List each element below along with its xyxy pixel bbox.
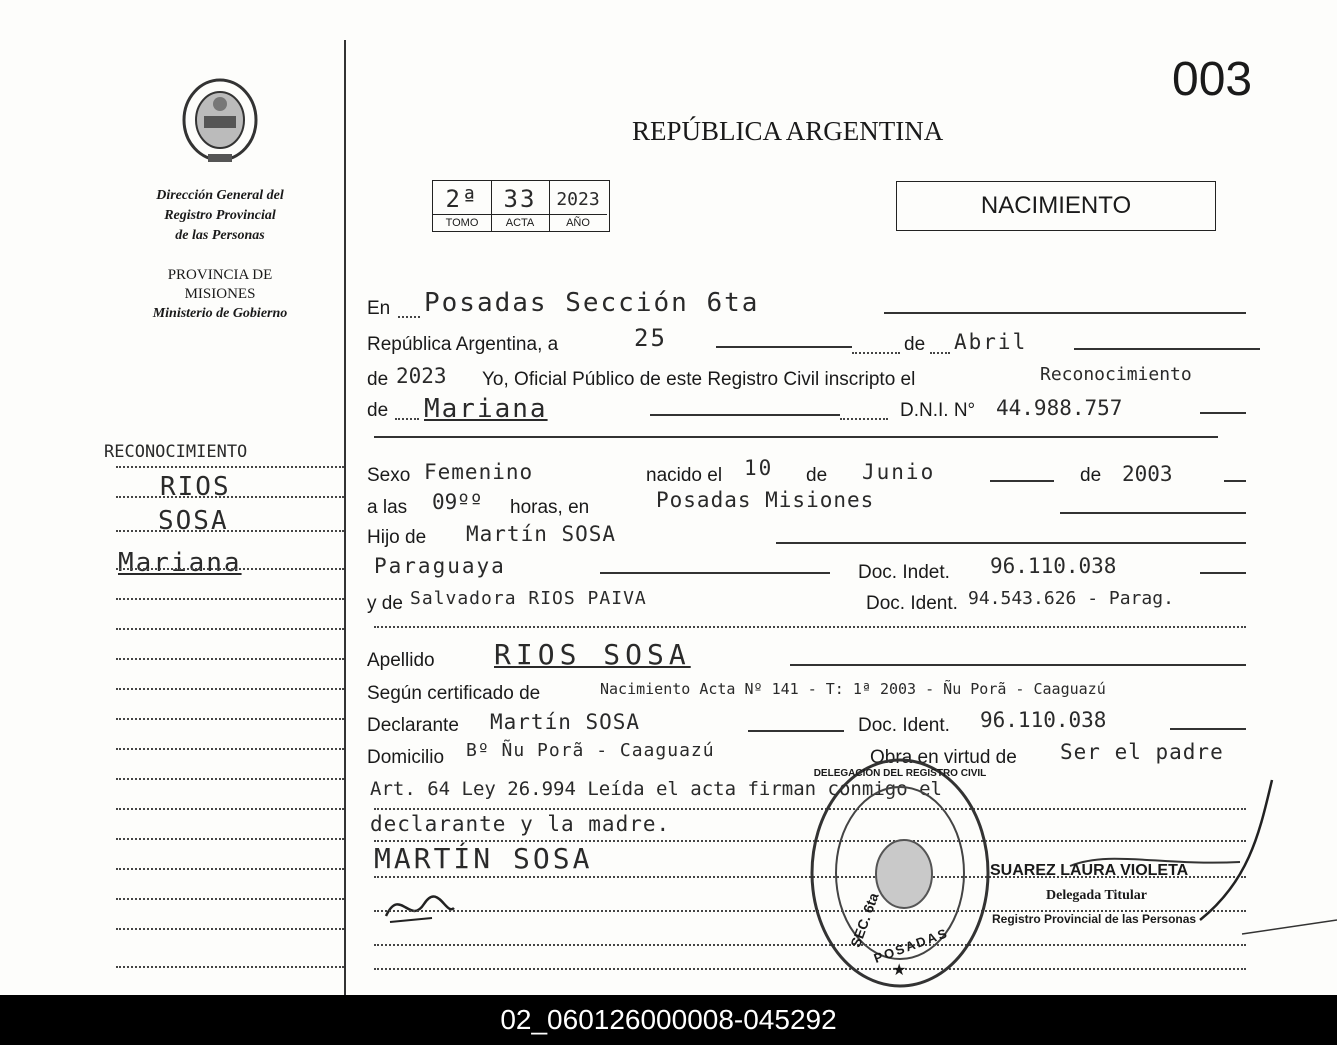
father-value: Martín SOSA: [466, 522, 617, 546]
domicilio-label: Domicilio: [367, 747, 445, 768]
declarante-doc: 96.110.038: [980, 708, 1107, 732]
en-value: Posadas Sección 6ta: [424, 288, 760, 318]
handwritten-scribble: [380, 886, 460, 930]
father-nationality: Paraguaya: [374, 554, 506, 578]
tomo-label: TOMO: [433, 214, 491, 231]
act-type-label: NACIMIENTO: [980, 192, 1132, 219]
de2-label: de: [367, 400, 389, 421]
document-code: 02_060126000008-045292: [500, 1004, 837, 1035]
sidebar-org: [130, 186, 310, 246]
rep-label: República Argentina, a: [367, 334, 559, 355]
obra-label: Obra en virtud de: [870, 747, 1017, 768]
margin-note-3: SOSA: [158, 506, 229, 536]
name-value: Mariana: [424, 394, 548, 424]
text-line-3: declarante y la madre.: [370, 812, 671, 836]
sexo-value: Femenino: [424, 460, 534, 484]
de3-label: de: [806, 465, 828, 486]
official-title: Delegada Titular: [1046, 888, 1147, 903]
de4-label: de: [1080, 465, 1102, 486]
birth-month: Junio: [862, 460, 936, 484]
declarante-label: Declarante: [367, 715, 459, 736]
en-label: En: [367, 298, 391, 319]
mother-value: Salvadora RIOS PAIVA: [410, 588, 647, 609]
org-line-1: Dirección General del: [156, 188, 284, 203]
sexo-label: Sexo: [367, 465, 411, 486]
anio-value: 2023: [556, 189, 600, 210]
hijo-label: Hijo de: [367, 527, 427, 548]
yde-label: y de: [367, 593, 403, 614]
month-value: Abril: [954, 330, 1028, 354]
country-title: REPÚBLICA ARGENTINA: [632, 116, 944, 146]
year-prefix: de: [367, 369, 389, 390]
register-box: [432, 180, 610, 232]
dni-label: D.N.I. N°: [900, 400, 976, 421]
doc-indet-label: Doc. Indet.: [858, 562, 950, 583]
doc-ident-label: Doc. Ident.: [866, 593, 958, 614]
segun-label: Según certificado de: [367, 683, 541, 704]
doc-ident2-label: Doc. Ident.: [858, 715, 950, 736]
domicilio-value: Bº Ñu Porã - Caaguazú: [466, 740, 715, 761]
apellido-value: RIOS SOSA: [494, 638, 691, 671]
dni-value: 44.988.757: [996, 396, 1123, 420]
official-name: SUAREZ LAURA VIOLETA: [990, 862, 1189, 879]
alas-label: a las: [367, 497, 408, 518]
org-line-3: de las Personas: [175, 228, 265, 243]
document-code-bar: [0, 995, 1337, 1045]
apellido-label: Apellido: [367, 650, 435, 671]
margin-note-1: RECONOCIMIENTO: [104, 442, 248, 462]
horas-label: horas, en: [510, 497, 590, 518]
province-line-2: MISIONES: [184, 286, 256, 302]
year-value: 2023: [396, 364, 447, 388]
anio-label: AÑO: [549, 214, 607, 231]
stamp-center-text: SEC. 6ta: [847, 890, 882, 950]
stamp-bottom-text: POSADAS: [871, 925, 951, 966]
text-line-2: Art. 64 Ley 26.994 Leída el acta firman conmigo el: [370, 778, 942, 800]
acta-value: 33: [503, 185, 537, 213]
inscribed-value: Reconocimiento: [1040, 364, 1192, 385]
sidebar-province: [130, 266, 310, 323]
declarant-signature: MARTÍN SOSA: [374, 842, 593, 875]
birth-year: 2003: [1122, 462, 1173, 486]
acta-label: ACTA: [491, 214, 549, 231]
stamp-outer-text: DELEGACIÓN DEL REGISTRO CIVIL: [813, 768, 987, 779]
registry-stamp: [808, 756, 992, 990]
nacido-label: nacido el: [646, 465, 723, 486]
folio-number: 003: [1172, 53, 1253, 106]
segun-value: Nacimiento Acta Nº 141 - T: 1ª 2003 - Ñu Porã - Caaguazú: [600, 680, 1106, 698]
margin-note-2: RIOS: [160, 472, 231, 502]
birth-hour: 09ºº: [432, 490, 483, 514]
de-label: de: [904, 334, 926, 355]
coat-of-arms-emblem: [178, 76, 262, 168]
birth-place: Posadas Misiones: [656, 488, 875, 512]
act-type-box: [896, 181, 1216, 231]
father-doc: 96.110.038: [990, 554, 1117, 578]
official-org: Registro Provincial de las Personas: [992, 912, 1197, 926]
tomo-value: 2ª: [445, 185, 479, 213]
margin-note-4: Mariana: [118, 548, 242, 578]
birth-day: 10: [744, 456, 774, 480]
province-line-1: PROVINCIA DE: [167, 267, 273, 283]
ministry-line: Ministerio de Gobierno: [152, 306, 288, 321]
obra-value: Ser el padre: [1060, 740, 1224, 764]
column-separator: [344, 40, 346, 995]
mother-doc: 94.543.626 - Parag.: [968, 588, 1174, 609]
day-value: 25: [634, 324, 667, 352]
stamp-star: ★: [892, 962, 907, 979]
org-line-2: Registro Provincial: [164, 208, 276, 223]
declarante-value: Martín SOSA: [490, 710, 641, 734]
officer-text: Yo, Oficial Público de este Registro Civil inscripto el: [482, 369, 916, 390]
